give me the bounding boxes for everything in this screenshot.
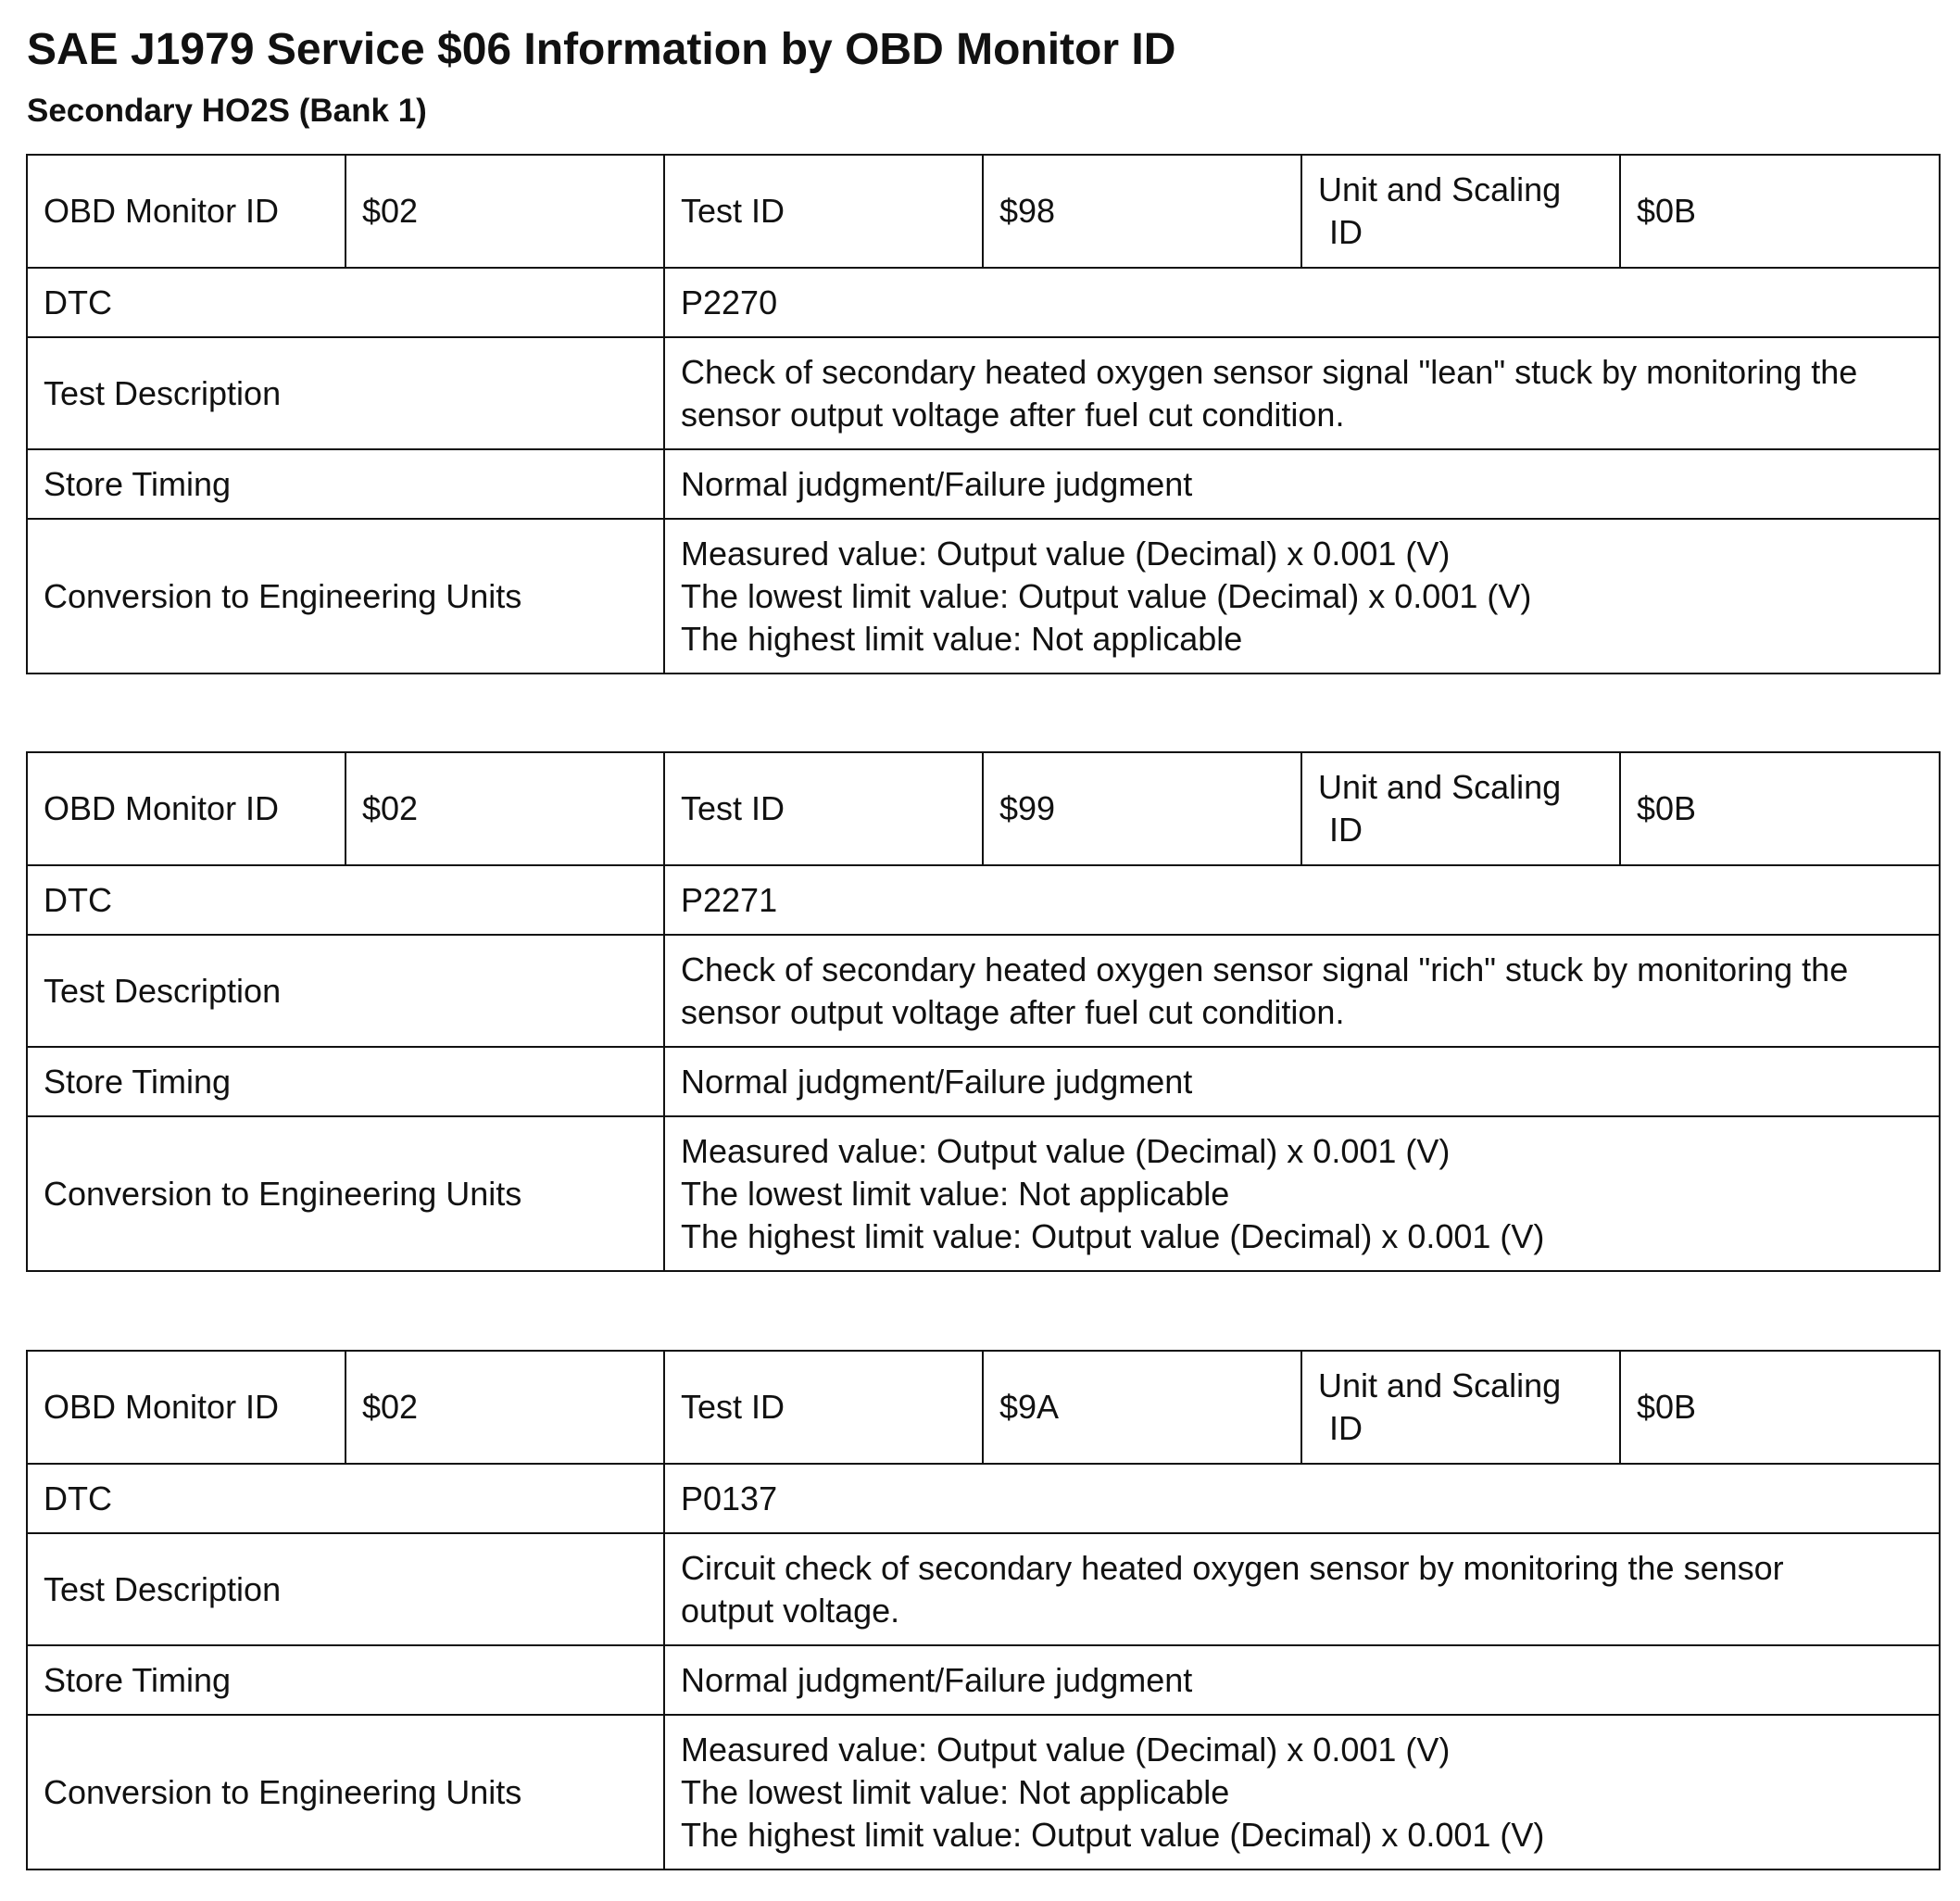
test-id-value: $99 (983, 752, 1301, 865)
test-id-label: Test ID (664, 155, 983, 268)
conversion-line: Measured value: Output value (Decimal) x 0.001 (V) (681, 1131, 1451, 1170)
table-row (27, 519, 1940, 674)
obd-monitor-id-label: OBD Monitor ID (27, 155, 346, 268)
dtc-value: P2271 (664, 865, 1940, 935)
store-timing-label: Store Timing (27, 1645, 664, 1715)
table-row (27, 865, 1940, 935)
table-row (27, 337, 1940, 449)
conversion-label: Conversion to Engineering Units (27, 1715, 664, 1870)
dtc-label: DTC (27, 1464, 664, 1533)
table-row (27, 268, 1940, 337)
page-subtitle: Secondary HO2S (Bank 1) (27, 93, 427, 129)
test-description-value (664, 1533, 1940, 1645)
obd-monitor-id-value: $02 (346, 752, 664, 865)
test-description-value (664, 337, 1940, 449)
test-id-value: $98 (983, 155, 1301, 268)
unit-scaling-id-value: $0B (1620, 155, 1940, 268)
conversion-value (664, 519, 1940, 674)
dtc-label: DTC (27, 865, 664, 935)
table-row (27, 155, 1940, 268)
table-row (27, 752, 1940, 865)
monitor-table-2 (26, 751, 1941, 1272)
conversion-line: The highest limit value: Output value (Decimal) x 0.001 (V) (681, 1216, 1545, 1255)
unit-scaling-id-label (1301, 752, 1620, 865)
obd-monitor-id-label: OBD Monitor ID (27, 1351, 346, 1464)
test-id-value: $9A (983, 1351, 1301, 1464)
table-row (27, 1645, 1940, 1715)
test-description-label: Test Description (27, 935, 664, 1047)
table-row (27, 1047, 1940, 1116)
conversion-line: Measured value: Output value (Decimal) x 0.001 (V) (681, 534, 1451, 573)
test-id-label: Test ID (664, 1351, 983, 1464)
conversion-value (664, 1116, 1940, 1271)
unit-scaling-label-line1: Unit and Scaling (1318, 1366, 1562, 1404)
test-description-label: Test Description (27, 337, 664, 449)
conversion-line: The lowest limit value: Not applicable (681, 1174, 1230, 1213)
conversion-line: The highest limit value: Not applicable (681, 619, 1243, 658)
unit-scaling-id-label (1301, 155, 1620, 268)
conversion-line: Measured value: Output value (Decimal) x 0.001 (V) (681, 1730, 1451, 1769)
table-row (27, 1464, 1940, 1533)
store-timing-value: Normal judgment/Failure judgment (664, 1645, 1940, 1715)
description-line: sensor output voltage after fuel cut condition. (681, 395, 1345, 434)
dtc-value: P0137 (664, 1464, 1940, 1533)
test-description-label: Test Description (27, 1533, 664, 1645)
store-timing-label: Store Timing (27, 1047, 664, 1116)
store-timing-value: Normal judgment/Failure judgment (664, 1047, 1940, 1116)
table-row (27, 1116, 1940, 1271)
obd-monitor-id-label: OBD Monitor ID (27, 752, 346, 865)
monitor-table-1 (26, 154, 1941, 674)
description-line: output voltage. (681, 1591, 900, 1630)
conversion-line: The lowest limit value: Output value (Decimal) x 0.001 (V) (681, 576, 1532, 615)
conversion-value (664, 1715, 1940, 1870)
store-timing-label: Store Timing (27, 449, 664, 519)
obd-monitor-id-value: $02 (346, 1351, 664, 1464)
monitor-table-3 (26, 1350, 1941, 1870)
unit-scaling-id-label (1301, 1351, 1620, 1464)
unit-scaling-label-line1: Unit and Scaling (1318, 768, 1562, 806)
dtc-value: P2270 (664, 268, 1940, 337)
unit-scaling-id-value: $0B (1620, 752, 1940, 865)
unit-scaling-id-value: $0B (1620, 1351, 1940, 1464)
conversion-line: The highest limit value: Output value (Decimal) x 0.001 (V) (681, 1815, 1545, 1854)
table-row (27, 935, 1940, 1047)
conversion-label: Conversion to Engineering Units (27, 1116, 664, 1271)
table-row (27, 1715, 1940, 1870)
table-row (27, 1533, 1940, 1645)
test-description-value (664, 935, 1940, 1047)
description-line: Check of secondary heated oxygen sensor signal "lean" stuck by monitoring the (681, 352, 1858, 391)
description-line: Circuit check of secondary heated oxygen sensor by monitoring the sensor (681, 1548, 1784, 1587)
description-line: Check of secondary heated oxygen sensor signal "rich" stuck by monitoring the (681, 950, 1849, 988)
unit-scaling-label-line1: Unit and Scaling (1318, 170, 1562, 208)
page-title: SAE J1979 Service $06 Information by OBD Monitor ID (27, 25, 1176, 74)
unit-scaling-label-line2: ID (1329, 811, 1363, 849)
description-line: sensor output voltage after fuel cut condition. (681, 992, 1345, 1031)
conversion-line: The lowest limit value: Not applicable (681, 1772, 1230, 1811)
unit-scaling-label-line2: ID (1329, 1409, 1363, 1447)
dtc-label: DTC (27, 268, 664, 337)
store-timing-value: Normal judgment/Failure judgment (664, 449, 1940, 519)
conversion-label: Conversion to Engineering Units (27, 519, 664, 674)
table-row (27, 1351, 1940, 1464)
unit-scaling-label-line2: ID (1329, 213, 1363, 251)
test-id-label: Test ID (664, 752, 983, 865)
obd-monitor-id-value: $02 (346, 155, 664, 268)
table-row (27, 449, 1940, 519)
